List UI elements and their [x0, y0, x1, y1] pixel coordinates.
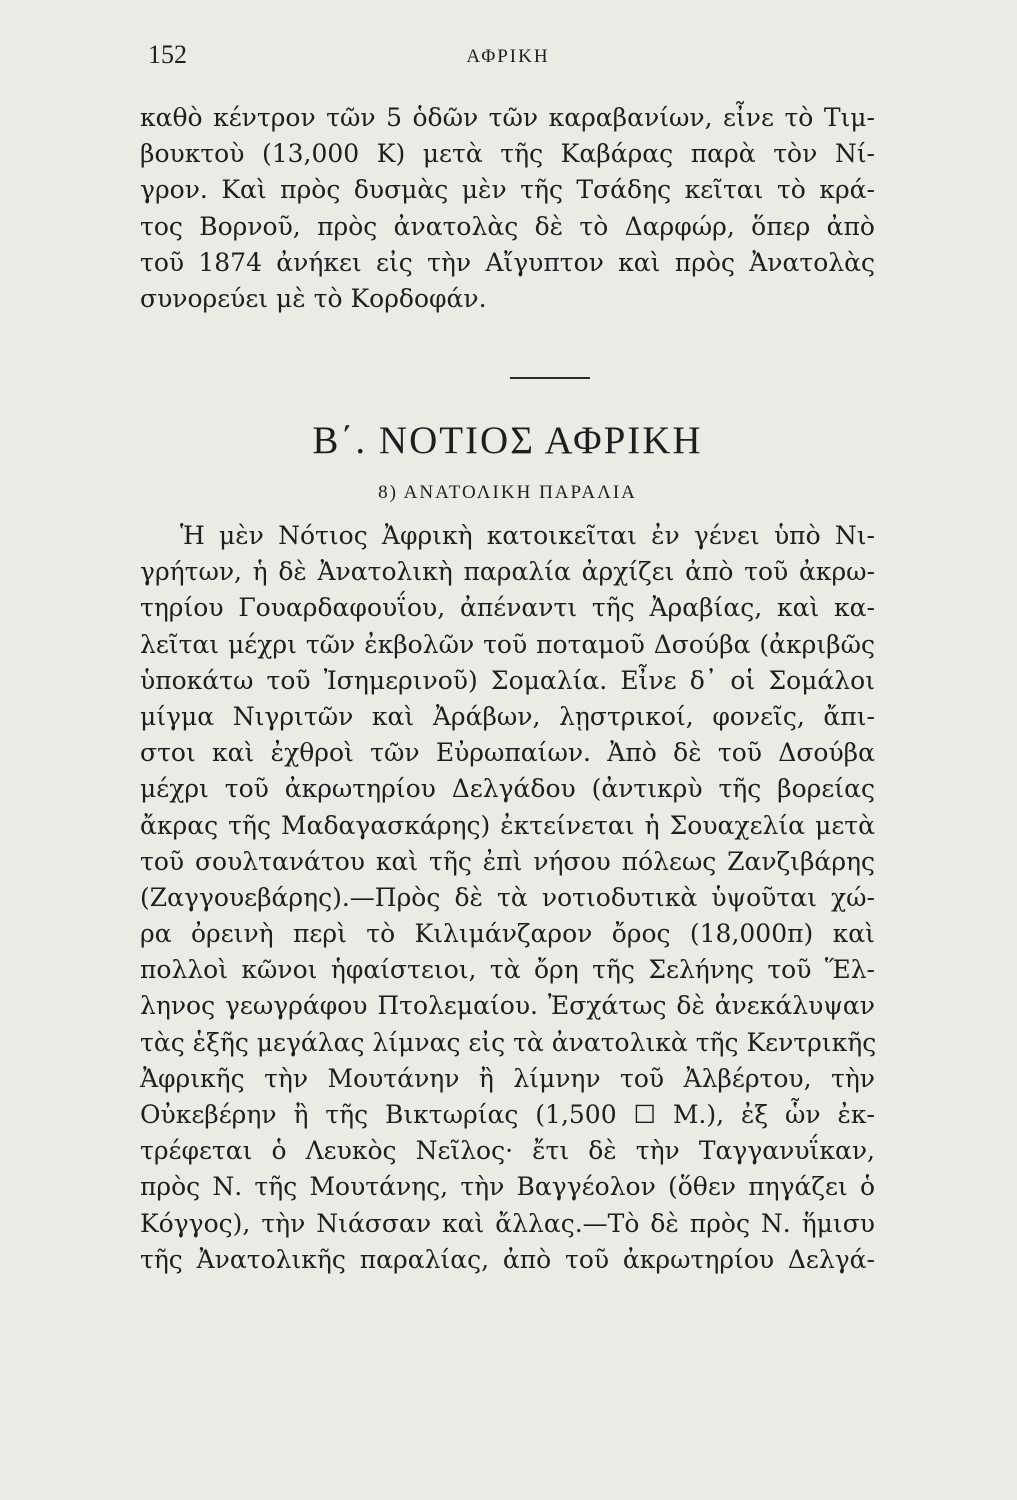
text-line: ληνος γεωγράφου Πτολεμαίου. Ἐσχάτως δὲ ἀνεκάλυψαν: [140, 991, 875, 1021]
text-line: ρα ὀρεινὴ περὶ τὸ Κιλιμάνζαρον ὄρος (18,000π) καὶ: [140, 919, 875, 949]
text-line: (Ζαγγουεβάρης).—Πρὸς δὲ τὰ νοτιοδυτικὰ ὑψοῦται χώ-: [140, 882, 875, 912]
text-line: τρέφεται ὁ Λευκὸς Νεῖλος· ἔτι δὲ τὴν Ταγγανυΐκαν,: [140, 1136, 875, 1166]
text-line: μίγμα Νιγριτῶν καὶ Ἀράβων, λῃστρικοί, φονεῖς, ἄπι-: [140, 701, 875, 731]
text-line: πολλοὶ κῶνοι ἡφαίστειοι, τὰ ὄρη τῆς Σελήνης τοῦ Ἕλ-: [140, 955, 875, 985]
text-line: συνορεύει μὲ τὸ Κορδοφάν.: [140, 283, 487, 313]
text-line: πρὸς Ν. τῆς Μουτάνης, τὴν Βαγγέολον (ὅθεν πηγάζει ὁ: [140, 1172, 875, 1202]
paragraph-2: [140, 518, 875, 1278]
page-number: 152: [148, 40, 187, 69]
text-line: βουκτοὺ (13,000 Κ) μετὰ τῆς Καβάρας παρὰ τὸν Νί-: [140, 139, 875, 169]
text-line: γρήτων, ἡ δὲ Ἀνατολικὴ παραλία ἀρχίζει ἀπὸ τοῦ ἀκρω-: [140, 557, 875, 587]
text-line: γρον. Καὶ πρὸς δυσμὰς μὲν τῆς Τσάδης κεῖται τὸ κρά-: [140, 175, 875, 205]
text-line: Ἀφρικῆς τὴν Μουτάνην ἢ λίμνην τοῦ Ἀλβέρτου, τὴν: [140, 1063, 875, 1093]
text-line: τῆς Ἀνατολικῆς παραλίας, ἀπὸ τοῦ ἀκρωτηρίου Δελγά-: [140, 1244, 875, 1274]
running-title: ΑΦΡΙΚΗ: [466, 46, 550, 67]
text-line: μέχρι τοῦ ἀκρωτηρίου Δελγάδου (ἀντικρὺ τῆς βορείας: [140, 774, 875, 804]
page-header: [148, 40, 868, 80]
subsection-heading: 8) ΑΝΑΤΟΛΙΚΗ ΠΑΡΑΛΙΑ: [378, 482, 637, 503]
text-line: ὑποκάτω τοῦ Ἰσημερινοῦ) Σομαλία. Εἶνε δ᾽ οἱ Σομάλοι: [140, 665, 875, 695]
text-line: Ἡ μὲν Νότιος Ἀφρικὴ κατοικεῖται ἐν γένει ὑπὸ Νι-: [180, 521, 875, 550]
text-line: Οὐκεβέρην ἢ τῆς Βικτωρίας (1,500 ☐ Μ.), ἐξ ὧν ἐκ-: [140, 1100, 875, 1129]
text-line: ἄκρας τῆς Μαδαγασκάρης) ἐκτείνεται ἡ Σουαχελία μετὰ: [140, 810, 875, 840]
section-heading: Β΄. ΝΟΤΙΟΣ ΑΦΡΙΚΗ: [312, 419, 703, 462]
text-line: τοῦ σουλτανάτου καὶ τῆς ἐπὶ νήσου πόλεως Ζανζιβάρης: [140, 846, 875, 876]
text-line: τὰς ἑξῆς μεγάλας λίμνας εἰς τὰ ἀνατολικὰ τῆς Κεντρικῆς: [140, 1027, 877, 1057]
text-line: τηρίου Γουαρδαφουΐου, ἀπέναντι τῆς Ἀραβίας, καὶ κα-: [140, 593, 875, 623]
text-line: στοι καὶ ἐχθροὶ τῶν Εὐρωπαίων. Ἀπὸ δὲ τοῦ Δσούβα: [140, 738, 875, 768]
text-line: Κόγγος), τὴν Νιάσσαν καὶ ἄλλας.—Τὸ δὲ πρὸς Ν. ἥμισυ: [140, 1208, 875, 1238]
section-divider: [510, 377, 590, 379]
text-line: λεῖται μέχρι τῶν ἐκβολῶν τοῦ ποταμοῦ Δσούβα (ἀκριβῶς: [140, 629, 875, 659]
text-line: τοῦ 1874 ἀνήκει εἰς τὴν Αἴγυπτον καὶ πρὸς Ἀνατολὰς: [140, 247, 875, 277]
text-line: τος Βορνοῦ, πρὸς ἀνατολὰς δὲ τὸ Δαρφώρ, ὅπερ ἀπὸ: [140, 211, 875, 241]
text-line: καθὸ κέντρον τῶν 5 ὁδῶν τῶν καραβανίων, εἶνε τὸ Τιμ-: [140, 103, 875, 132]
paragraph-1: [140, 100, 875, 317]
